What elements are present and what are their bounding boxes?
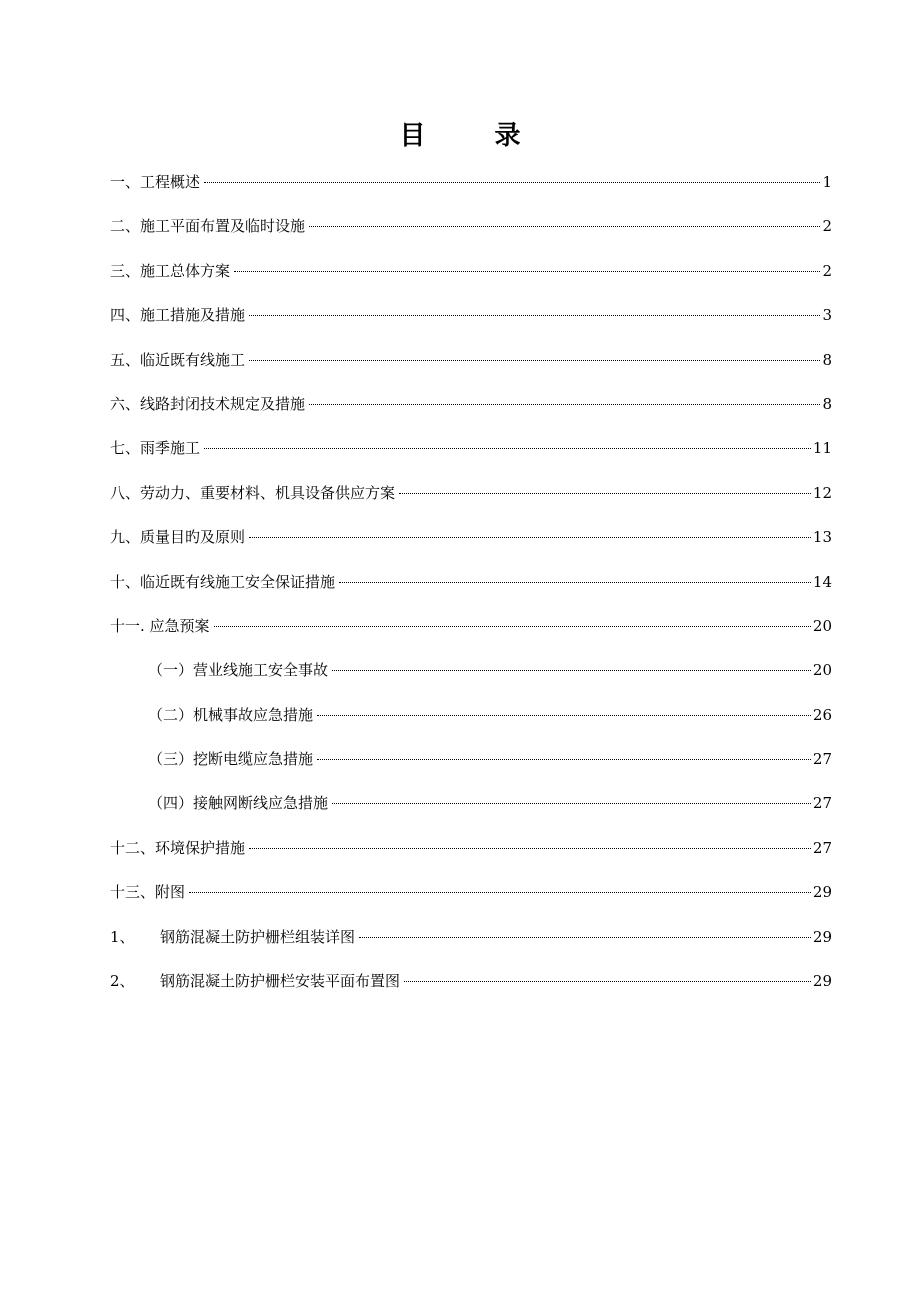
toc-subentry[interactable] [110,747,832,791]
toc-entry-page: 20 [812,616,832,635]
toc-entry-label: 十三、附图 [110,883,186,902]
toc-dot-leader [359,937,811,938]
toc-entry-label: （一）营业线施工安全事故 [148,661,329,680]
toc-entry[interactable] [110,525,832,569]
toc-dot-leader [332,803,811,804]
toc-entry[interactable] [110,348,832,392]
toc-entry-page: 8 [822,394,832,413]
toc-dot-leader [204,182,820,183]
toc-entry-page: 27 [812,838,832,857]
toc-entry-label: （四）接触网断线应急措施 [148,794,329,813]
toc-entry-label: 钢筋混凝土防护栅栏安装平面布置图 [160,972,401,991]
toc-entry-label: 十、临近既有线施工安全保证措施 [110,572,336,591]
toc-entry-page: 3 [822,306,832,325]
toc-dot-leader [249,848,811,849]
toc-entry-page: 27 [812,750,832,769]
toc-list [110,170,832,1013]
toc-entry-page: 13 [812,528,832,547]
toc-entry-page: 2 [822,261,832,280]
toc-entry-page: 12 [812,483,832,502]
toc-entry[interactable] [110,436,832,480]
toc-entry-page: 14 [812,572,832,591]
toc-entry-page: 29 [812,972,832,991]
toc-entry-page: 1 [822,173,832,191]
toc-entry-label: 七、雨季施工 [110,439,201,458]
toc-entry[interactable] [110,481,832,525]
toc-subentry[interactable] [110,791,832,835]
toc-entry[interactable] [110,392,832,436]
toc-dot-leader [404,981,811,982]
toc-entry-page: 29 [812,927,832,946]
toc-dot-leader [339,582,811,583]
toc-dot-leader [214,626,811,627]
toc-entry-page: 2 [822,217,832,236]
toc-entry-label: （二）机械事故应急措施 [148,705,314,724]
toc-entry[interactable] [110,214,832,258]
toc-entry-page: 26 [812,705,832,724]
toc-entry[interactable] [110,259,832,303]
toc-entry-page: 27 [812,794,832,813]
toc-entry[interactable] [110,303,832,347]
toc-subentry[interactable] [110,658,832,702]
toc-dot-leader [309,226,820,227]
toc-dot-leader [332,670,811,671]
toc-entry-page: 8 [822,350,832,369]
toc-dot-leader [249,537,811,538]
toc-dot-leader [204,448,811,449]
toc-entry-number: 2、 [110,972,135,991]
toc-entry[interactable] [110,880,832,924]
toc-entry-label: 三、施工总体方案 [110,261,231,280]
toc-entry-label: 四、施工措施及措施 [110,306,246,325]
toc-entry-page: 29 [812,883,832,902]
toc-entry[interactable] [110,170,832,214]
toc-dot-leader [234,271,820,272]
toc-entry[interactable] [110,570,832,614]
toc-dot-leader [317,715,811,716]
toc-entry-label: 二、施工平面布置及临时设施 [110,217,306,236]
toc-entry-label: 一、工程概述 [110,173,201,191]
toc-entry-label: 十一. 应急预案 [110,616,210,635]
toc-dot-leader [317,759,811,760]
toc-entry-page: 20 [812,661,832,680]
toc-title: 目 录 [399,121,551,151]
toc-dot-leader [249,360,820,361]
toc-dot-leader [399,493,811,494]
toc-entry[interactable] [110,614,832,658]
toc-entry[interactable] [110,925,832,969]
toc-entry-label: 五、临近既有线施工 [110,350,246,369]
toc-entry-page: 11 [812,439,832,458]
toc-entry[interactable] [110,969,832,1013]
toc-entry-label: 八、劳动力、重要材料、机具设备供应方案 [110,483,396,502]
toc-entry-label: （三）挖断电缆应急措施 [148,750,314,769]
toc-entry-label: 钢筋混凝土防护栅栏组装详图 [160,927,356,946]
toc-entry[interactable] [110,836,832,880]
toc-entry-label: 六、线路封闭技术规定及措施 [110,394,306,413]
toc-entry-label: 十二、环境保护措施 [110,838,246,857]
toc-dot-leader [249,315,820,316]
toc-subentry[interactable] [110,703,832,747]
toc-entry-number: 1、 [110,927,135,946]
toc-dot-leader [309,404,820,405]
toc-dot-leader [189,892,811,893]
toc-entry-label: 九、质量目旳及原则 [110,528,246,547]
